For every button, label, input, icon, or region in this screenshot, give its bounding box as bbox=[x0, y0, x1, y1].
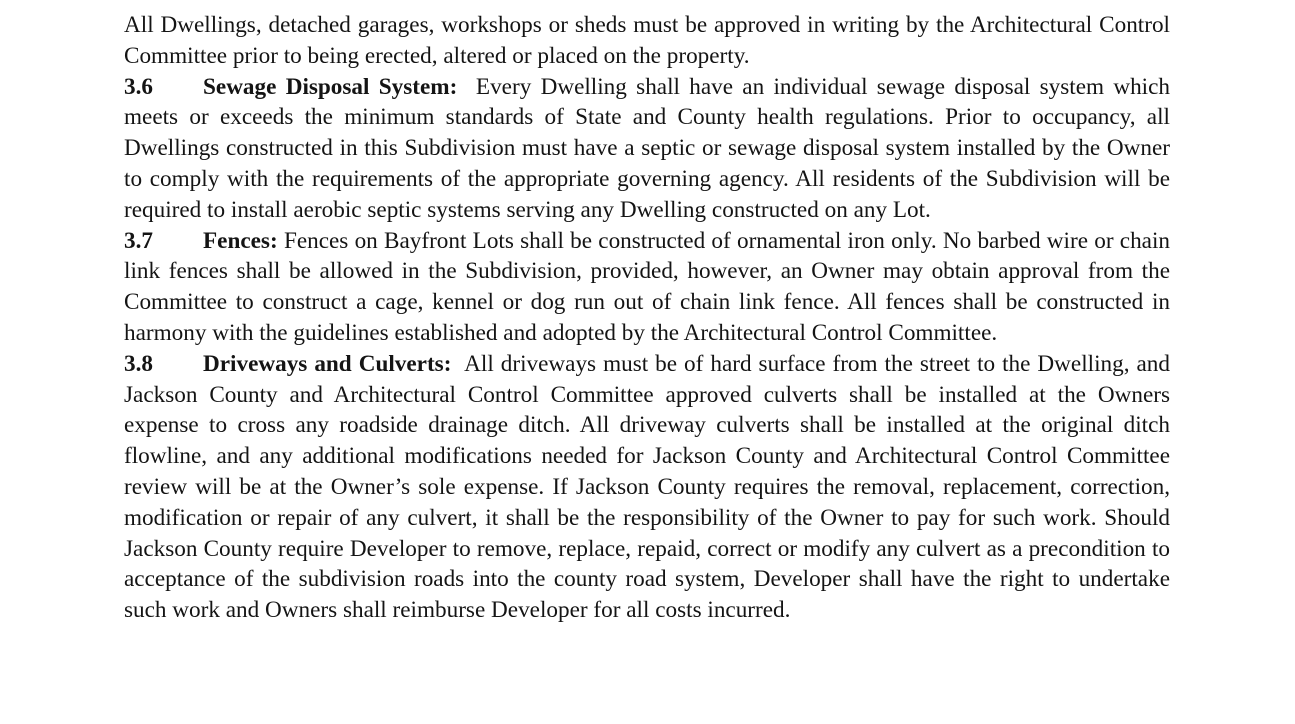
section-number: 3.7 bbox=[124, 227, 153, 254]
document-page bbox=[124, 10, 1170, 626]
section-text: All driveways must be of hard surface from the street to the Dwelling, and Jackson County and Architectural Control Committee approved culverts shall be installed at the Owners expense to cross any roadside drainage ditch. All driveway culverts shall be installed at the original ditch flowline, and any additional modifications needed for Jackson County and Architectural Control Committee review will be at the Owner’s sole expense. If Jackson County requires the removal, replacement, correction, modification or repair of any culvert, it shall be the responsibility of the Owner to pay for such work. Should Jackson County require Developer to remove, replace, repaid, correct or modify any culvert as a precondition to acceptance of the subdivision roads into the county road system, Developer shall have the right to undertake such work and Owners shall reimburse Developer for all costs incurred. bbox=[124, 350, 1170, 624]
section-3-6 bbox=[124, 72, 1170, 226]
section-text: Fences on Bayfront Lots shall be constructed of ornamental iron only. No barbed wire or chain link fences shall be allowed in the Subdivision, provided, however, an Owner may obtain approval from the Committee to construct a cage, kennel or dog run out of chain link fence. All fences shall be constructed in harmony with the guidelines established and adopted by the Architectural Control Committee. bbox=[124, 227, 1171, 346]
intro-paragraph: All Dwellings, detached garages, workshops or sheds must be approved in writing by the Architectural Control Committee prior to being erected, altered or placed on the property. bbox=[124, 12, 1170, 69]
section-heading: Driveways and Culverts: bbox=[203, 350, 452, 377]
section-heading: Sewage Disposal System: bbox=[203, 73, 458, 100]
section-heading: Fences: bbox=[203, 227, 278, 254]
section-3-8 bbox=[124, 349, 1170, 626]
section-number: 3.6 bbox=[124, 73, 153, 100]
section-3-7 bbox=[124, 226, 1170, 349]
section-number: 3.8 bbox=[124, 350, 153, 377]
section-text: Every Dwelling shall have an individual sewage disposal system which meets or exceeds the minimum standards of State and County health regulations. Prior to occupancy, all Dwellings constructed in this Subdivision must have a septic or sewage disposal system installed by the Owner to comply with the requirements of the appropriate governing agency. All residents of the Subdivision will be required to install aerobic septic systems serving any Dwelling constructed on any Lot. bbox=[124, 73, 1171, 223]
